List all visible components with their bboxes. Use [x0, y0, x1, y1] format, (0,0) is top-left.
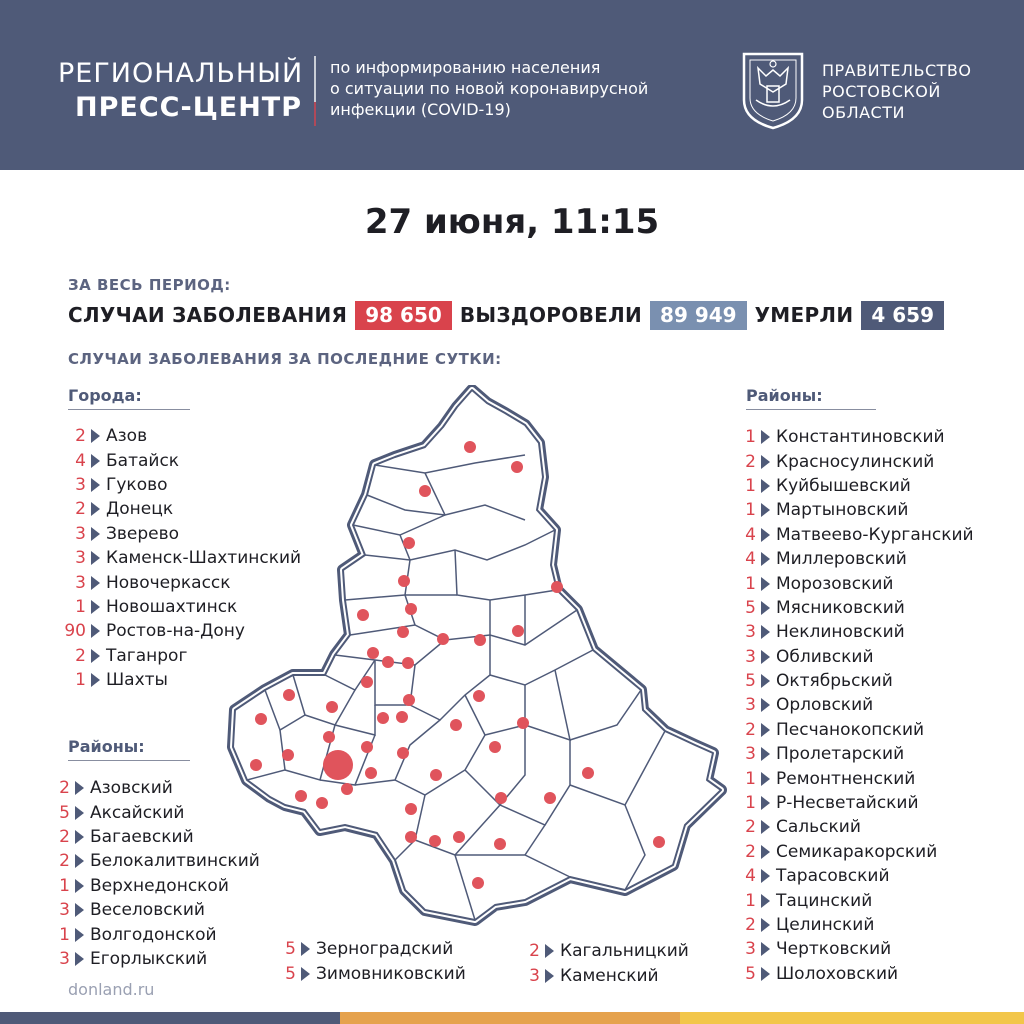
locality-name: Каменский — [560, 965, 659, 986]
locality-name: Неклиновский — [776, 622, 905, 643]
locality-name: Морозовский — [776, 573, 894, 594]
locality-name: Батайск — [106, 450, 180, 471]
list-item — [728, 620, 974, 644]
triangle-bullet-icon — [91, 649, 100, 663]
districts-right-list — [728, 425, 974, 986]
triangle-bullet-icon — [91, 429, 100, 443]
triangle-bullet-icon — [761, 723, 770, 737]
districts-left-heading-underline — [68, 760, 190, 761]
case-count: 2 — [745, 915, 756, 935]
triangle-bullet-icon — [75, 903, 84, 917]
triangle-bullet-icon — [301, 967, 310, 981]
case-count: 4 — [745, 866, 756, 887]
case-count: 1 — [745, 475, 756, 496]
locality-name: Матвеево-Курганский — [776, 524, 974, 545]
map-marker — [429, 835, 441, 847]
map-marker — [472, 877, 484, 889]
footer-url[interactable]: donland.ru — [68, 980, 155, 999]
locality-name: Семикаракорский — [776, 841, 938, 862]
map-marker — [405, 603, 417, 615]
case-count: 4 — [745, 549, 756, 570]
list-item — [728, 791, 974, 815]
map-marker — [653, 836, 665, 848]
case-count: 3 — [745, 646, 756, 667]
subtitle-line: о ситуации по новой коронавирусной — [330, 79, 649, 98]
triangle-bullet-icon — [75, 781, 84, 795]
triangle-bullet-icon — [761, 479, 770, 493]
map-marker — [357, 609, 369, 621]
case-count: 90 — [64, 621, 86, 642]
list-item — [728, 669, 974, 693]
map-marker — [495, 792, 507, 804]
case-count: 2 — [529, 941, 540, 962]
locality-name: Новошахтинск — [106, 596, 238, 617]
case-count: 1 — [745, 890, 756, 911]
gov-line: ОБЛАСТИ — [822, 103, 905, 122]
list-item — [728, 962, 974, 986]
locality-name: Р-Несветайский — [776, 793, 919, 814]
header-subtitle — [330, 57, 710, 120]
locality-name: Пролетарский — [776, 744, 905, 765]
triangle-bullet-icon — [545, 969, 554, 983]
case-count: 1 — [745, 573, 756, 594]
case-count: 1 — [59, 875, 70, 896]
case-count: 2 — [745, 719, 756, 740]
map-marker — [367, 647, 379, 659]
map-marker — [365, 767, 377, 779]
map-marker — [544, 792, 556, 804]
map-marker — [323, 731, 335, 743]
map-marker — [464, 441, 476, 453]
rostov-region-map-icon — [225, 385, 735, 930]
triangle-bullet-icon — [75, 830, 84, 844]
totals-row — [68, 300, 952, 330]
case-count: 4 — [75, 450, 86, 471]
locality-name: Зерноградский — [316, 939, 454, 960]
triangle-bullet-icon — [761, 772, 770, 786]
locality-name: Волгодонской — [90, 924, 217, 945]
locality-name: Ремонтненский — [776, 768, 916, 789]
map-marker — [361, 676, 373, 688]
brand-divider — [314, 56, 316, 126]
list-item — [268, 961, 466, 985]
locality-name: Гуково — [106, 474, 168, 495]
locality-name: Белокалитвинский — [90, 851, 260, 872]
case-count: 3 — [745, 744, 756, 765]
triangle-bullet-icon — [761, 894, 770, 908]
list-item — [728, 840, 974, 864]
case-count: 4 — [745, 524, 756, 545]
triangle-bullet-icon — [75, 952, 84, 966]
case-count: 3 — [59, 900, 70, 921]
triangle-bullet-icon — [91, 673, 100, 687]
triangle-bullet-icon — [761, 455, 770, 469]
map-marker — [405, 803, 417, 815]
map-marker — [494, 838, 506, 850]
list-item — [728, 742, 974, 766]
map-marker — [430, 769, 442, 781]
case-count: 2 — [75, 645, 86, 666]
triangle-bullet-icon — [761, 625, 770, 639]
triangle-bullet-icon — [761, 577, 770, 591]
list-item — [728, 498, 974, 522]
cities-heading: Города: — [68, 386, 142, 405]
case-count: 5 — [59, 802, 70, 823]
gov-line: ПРАВИТЕЛЬСТВО — [822, 61, 972, 80]
triangle-bullet-icon — [761, 967, 770, 981]
locality-name: Обливский — [776, 646, 874, 667]
triangle-bullet-icon — [545, 944, 554, 958]
cities-heading-underline — [68, 409, 190, 410]
list-item — [42, 947, 260, 971]
case-count: 5 — [745, 671, 756, 692]
locality-name: Новочеркасск — [106, 572, 231, 593]
daily-label: СЛУЧАИ ЗАБОЛЕВАНИЯ ЗА ПОСЛЕДНИЕ СУТКИ: — [68, 350, 502, 368]
triangle-bullet-icon — [761, 747, 770, 761]
triangle-bullet-icon — [761, 650, 770, 664]
locality-name: Целинский — [776, 915, 875, 935]
locality-name: Верхнедонской — [90, 875, 229, 896]
list-item — [728, 693, 974, 717]
list-item — [728, 718, 974, 742]
case-count: 2 — [59, 851, 70, 872]
map-marker — [326, 701, 338, 713]
report-date: 27 июня, 11:15 — [364, 202, 660, 242]
cases-value: 98 650 — [355, 301, 452, 330]
locality-name: Константиновский — [776, 427, 945, 448]
triangle-bullet-icon — [91, 502, 100, 516]
locality-name: Тацинский — [776, 890, 873, 911]
government-name — [822, 60, 971, 123]
case-count: 3 — [745, 939, 756, 960]
triangle-bullet-icon — [761, 698, 770, 712]
districts-right-heading-underline — [746, 409, 876, 410]
map-marker — [282, 749, 294, 761]
case-count: 3 — [529, 965, 540, 986]
locality-name: Ростов-на-Дону — [106, 621, 245, 642]
map-marker — [402, 657, 414, 669]
triangle-bullet-icon — [91, 576, 100, 590]
locality-name: Красносулинский — [776, 451, 935, 472]
case-count: 1 — [745, 793, 756, 814]
map-marker — [551, 581, 563, 593]
case-count: 5 — [745, 963, 756, 984]
list-item — [728, 888, 974, 912]
triangle-bullet-icon — [91, 624, 100, 638]
subtitle-line: по информированию населения — [330, 58, 601, 77]
map-marker — [382, 656, 394, 668]
triangle-bullet-icon — [761, 601, 770, 615]
map-marker — [473, 690, 485, 702]
map-marker — [397, 747, 409, 759]
list-item — [728, 864, 974, 888]
locality-name: Шолоховский — [776, 963, 899, 984]
list-item — [512, 963, 689, 987]
locality-name: Кагальницкий — [560, 941, 689, 962]
case-count: 3 — [75, 572, 86, 593]
case-count: 1 — [745, 427, 756, 448]
locality-name: Зверево — [106, 523, 180, 544]
map-marker — [316, 797, 328, 809]
locality-name: Миллеровский — [776, 549, 907, 570]
map-marker — [295, 790, 307, 802]
map-marker — [341, 783, 353, 795]
triangle-bullet-icon — [761, 552, 770, 566]
recovered-label: ВЫЗДОРОВЕЛИ — [459, 303, 643, 327]
map-marker — [419, 485, 431, 497]
locality-name: Донецк — [106, 499, 174, 520]
list-item — [728, 596, 974, 620]
map-marker — [517, 717, 529, 729]
map-marker — [361, 741, 373, 753]
map-marker — [511, 461, 523, 473]
region-outline — [233, 390, 721, 920]
map-marker — [255, 713, 267, 725]
triangle-bullet-icon — [75, 854, 84, 868]
triangle-bullet-icon — [761, 528, 770, 542]
triangle-bullet-icon — [75, 806, 84, 820]
case-count: 1 — [745, 768, 756, 789]
map-marker — [403, 537, 415, 549]
districts-mid1-list — [268, 937, 466, 986]
case-count: 2 — [745, 841, 756, 862]
case-count: 2 — [75, 499, 86, 520]
map-marker — [437, 633, 449, 645]
case-count: 2 — [745, 451, 756, 472]
triangle-bullet-icon — [761, 503, 770, 517]
case-count: 5 — [285, 939, 296, 960]
list-item — [728, 571, 974, 595]
locality-name: Егорлыкский — [90, 948, 208, 969]
locality-name: Орловский — [776, 695, 874, 716]
case-count: 2 — [745, 817, 756, 838]
coat-of-arms-icon — [738, 50, 808, 130]
subtitle-line: инфекции (COVID-19) — [330, 100, 511, 119]
case-count: 1 — [59, 924, 70, 945]
case-count: 3 — [745, 695, 756, 716]
triangle-bullet-icon — [761, 820, 770, 834]
deaths-value: 4 659 — [861, 301, 944, 330]
list-item — [268, 937, 466, 961]
list-item — [728, 913, 974, 937]
map-marker — [582, 767, 594, 779]
header-banner — [0, 0, 1024, 170]
triangle-bullet-icon — [75, 879, 84, 893]
locality-name: Азовский — [90, 778, 173, 799]
triangle-bullet-icon — [91, 600, 100, 614]
districts-left-heading: Районы: — [68, 737, 145, 756]
case-count: 2 — [59, 778, 70, 799]
triangle-bullet-icon — [91, 527, 100, 541]
map-marker — [397, 626, 409, 638]
triangle-bullet-icon — [761, 869, 770, 883]
locality-name: Багаевский — [90, 826, 194, 847]
map-marker — [405, 831, 417, 843]
map-marker — [250, 759, 262, 771]
map-marker — [453, 831, 465, 843]
case-count: 3 — [745, 622, 756, 643]
cases-label: СЛУЧАИ ЗАБОЛЕВАНИЯ — [68, 303, 348, 327]
triangle-bullet-icon — [761, 674, 770, 688]
map-marker — [512, 625, 524, 637]
case-count: 3 — [75, 474, 86, 495]
case-count: 3 — [75, 523, 86, 544]
triangle-bullet-icon — [761, 942, 770, 956]
map-marker — [283, 689, 295, 701]
case-count: 3 — [59, 948, 70, 969]
locality-name: Тарасовский — [776, 866, 890, 887]
locality-name: Шахты — [106, 670, 168, 691]
case-count: 1 — [75, 596, 86, 617]
brand-title-line2: ПРЕСС-ЦЕНТР — [75, 92, 302, 123]
case-count: 5 — [285, 963, 296, 984]
list-item — [728, 523, 974, 547]
map-marker — [489, 741, 501, 753]
locality-name: Мартыновский — [776, 500, 909, 521]
map-marker — [450, 719, 462, 731]
gov-line: РОСТОВСКОЙ — [822, 82, 941, 101]
triangle-bullet-icon — [91, 454, 100, 468]
locality-name: Мясниковский — [776, 597, 905, 618]
locality-name: Азов — [106, 426, 148, 447]
list-item — [728, 449, 974, 473]
locality-name: Куйбышевский — [776, 475, 911, 496]
list-item — [728, 425, 974, 449]
locality-name: Песчанокопский — [776, 719, 925, 740]
locality-name: Зимовниковский — [316, 963, 466, 984]
districts-right-heading: Районы: — [746, 386, 823, 405]
recovered-value: 89 949 — [650, 301, 747, 330]
triangle-bullet-icon — [761, 796, 770, 810]
map-marker — [398, 575, 410, 587]
list-item — [728, 766, 974, 790]
bottom-color-bar — [0, 1012, 1024, 1024]
case-count: 1 — [745, 500, 756, 521]
triangle-bullet-icon — [761, 845, 770, 859]
case-count: 1 — [75, 670, 86, 691]
locality-name: Таганрог — [106, 645, 188, 666]
locality-name: Чертковский — [776, 939, 892, 960]
map-marker — [377, 712, 389, 724]
case-count: 5 — [745, 597, 756, 618]
triangle-bullet-icon — [91, 478, 100, 492]
case-count: 2 — [59, 826, 70, 847]
triangle-bullet-icon — [75, 928, 84, 942]
triangle-bullet-icon — [761, 430, 770, 444]
case-count: 3 — [75, 548, 86, 569]
period-label: ЗА ВЕСЬ ПЕРИОД: — [68, 276, 231, 294]
list-item — [728, 937, 974, 961]
locality-name: Веселовский — [90, 900, 205, 921]
case-count: 2 — [75, 426, 86, 447]
triangle-bullet-icon — [301, 942, 310, 956]
map-marker — [474, 634, 486, 646]
locality-name: Октябрьский — [776, 671, 893, 692]
list-item — [728, 815, 974, 839]
list-item — [512, 939, 689, 963]
list-item — [728, 547, 974, 571]
brand-title-line1: РЕГИОНАЛЬНЫЙ — [58, 58, 304, 89]
list-item — [728, 474, 974, 498]
list-item — [728, 645, 974, 669]
locality-name: Сальский — [776, 817, 861, 838]
map-marker — [403, 694, 415, 706]
districts-mid2-list — [512, 939, 689, 988]
map-marker — [323, 750, 353, 780]
triangle-bullet-icon — [761, 918, 770, 932]
map-marker — [396, 711, 408, 723]
locality-name: Каменск-Шахтинский — [106, 548, 302, 569]
triangle-bullet-icon — [91, 551, 100, 565]
deaths-label: УМЕРЛИ — [754, 303, 854, 327]
locality-name: Аксайский — [90, 802, 185, 823]
